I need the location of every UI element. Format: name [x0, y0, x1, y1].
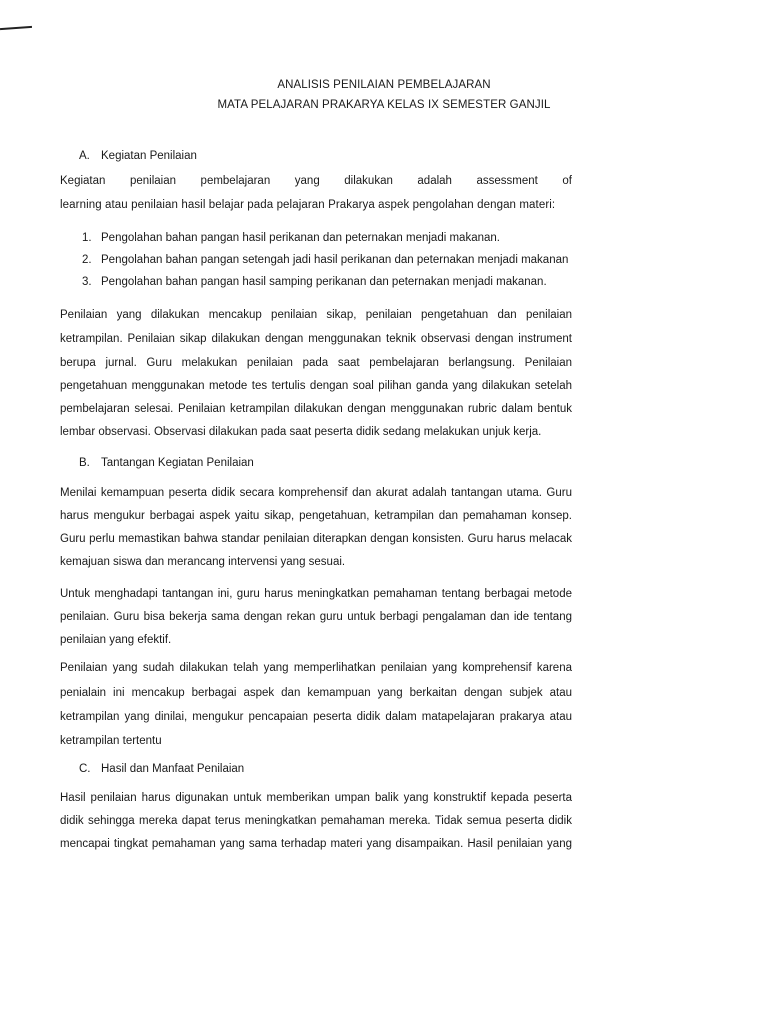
- list-item: 1. Pengolahan bahan pangan hasil perikanan dan peternakan menjadi makanan.: [82, 232, 500, 244]
- section-heading-text: Tantangan Kegiatan Penilaian: [101, 457, 254, 469]
- document-subtitle: MATA PELAJARAN PRAKARYA KELAS IX SEMESTER GANJIL: [217, 99, 551, 111]
- paragraph-line: Penilaian yang dilakukan mencakup penilaian sikap, penilaian pengetahuan dan penilaian: [60, 309, 572, 321]
- document-title: ANALISIS PENILAIAN PEMBELAJARAN: [277, 79, 491, 91]
- section-c-heading: [79, 763, 244, 775]
- section-marker: B.: [79, 457, 90, 469]
- section-heading-text: Kegiatan Penilaian: [101, 150, 197, 162]
- paragraph-line: mencapai tingkat pemahaman yang sama terhadap materi yang disampaikan. Hasil penilaian yang: [60, 838, 572, 850]
- paragraph-line: lembar observasi. Observasi dilakukan pada saat peserta didik sedang melakukan unjuk kerja.: [60, 426, 542, 438]
- paragraph-line: ketrampilan yang dinilai, mengukur pencapaian peserta didik dalam matapelajaran prakarya atau: [60, 711, 572, 723]
- paragraph-line: Kegiatan penilaian pembelajaran yang dilakukan adalah assessment of: [60, 175, 572, 187]
- paragraph-line: Guru perlu memastikan bahwa standar penilaian diterapkan dengan konsisten. Guru harus melacak: [60, 533, 572, 545]
- paragraph-line: learning atau penilaian hasil belajar pada pelajaran Prakarya aspek pengolahan dengan materi:: [60, 199, 556, 211]
- list-item: 2. Pengolahan bahan pangan setengah jadi hasil perikanan dan peternakan menjadi makanan: [82, 254, 569, 266]
- section-marker: C.: [79, 763, 91, 775]
- section-a-heading: [79, 150, 197, 162]
- section-heading-text: Hasil dan Manfaat Penilaian: [101, 763, 245, 775]
- paragraph-line: penialain ini mencakup berbagai aspek dan kemampuan yang berkaitan dengan subjek atau: [60, 687, 572, 699]
- paragraph-line: didik sehingga mereka dapat terus meningkatkan pemahaman mereka. Tidak semua peserta didik: [60, 815, 572, 827]
- paragraph-line: penilaian yang efektif.: [60, 634, 172, 646]
- paragraph-line: Penilaian yang sudah dilakukan telah yang memperlihatkan penilaian yang komprehensif karena: [60, 662, 572, 674]
- paragraph-line: harus mengukur berbagai aspek yaitu sikap, pengetahuan, ketrampilan dan pemahaman konsep.: [60, 510, 572, 522]
- section-b-heading: [79, 457, 254, 469]
- paragraph-line: ketrampilan tertentu: [60, 735, 162, 747]
- list-item: 3. Pengolahan bahan pangan hasil samping perikanan dan peternakan menjadi makanan.: [82, 276, 547, 288]
- paragraph-line: Untuk menghadapi tantangan ini, guru harus meningkatkan pemahaman tentang berbagai metode: [60, 588, 572, 600]
- paragraph-line: pengetahuan menggunakan metode tes tertulis dengan soal pilihan ganda yang dilakukan setelah: [60, 380, 572, 392]
- paragraph-line: pembelajaran selesai. Penilaian ketrampilan dilakukan dengan menggunakan rubric dalam bentuk: [60, 403, 572, 415]
- paragraph-line: penilaian. Guru bisa bekerja sama dengan rekan guru untuk berbagi pengalaman dan ide tentang: [60, 611, 572, 623]
- section-marker: A.: [79, 150, 90, 162]
- paragraph-line: berupa jurnal. Guru melakukan penilaian pada saat pembelajaran berlangsung. Penilaian: [60, 357, 572, 369]
- paragraph-line: Menilai kemampuan peserta didik secara komprehensif dan akurat adalah tantangan utama. Guru: [60, 487, 572, 499]
- paragraph-line: Hasil penilaian harus digunakan untuk memberikan umpan balik yang konstruktif kepada peserta: [60, 792, 572, 804]
- paragraph-line: ketrampilan. Penilaian sikap dilakukan dengan menggunakan teknik observasi dengan instrument: [60, 333, 572, 345]
- paragraph-line: kemajuan siswa dan merancang intervensi yang sesuai.: [60, 556, 346, 568]
- scan-edge-mark: [0, 26, 32, 30]
